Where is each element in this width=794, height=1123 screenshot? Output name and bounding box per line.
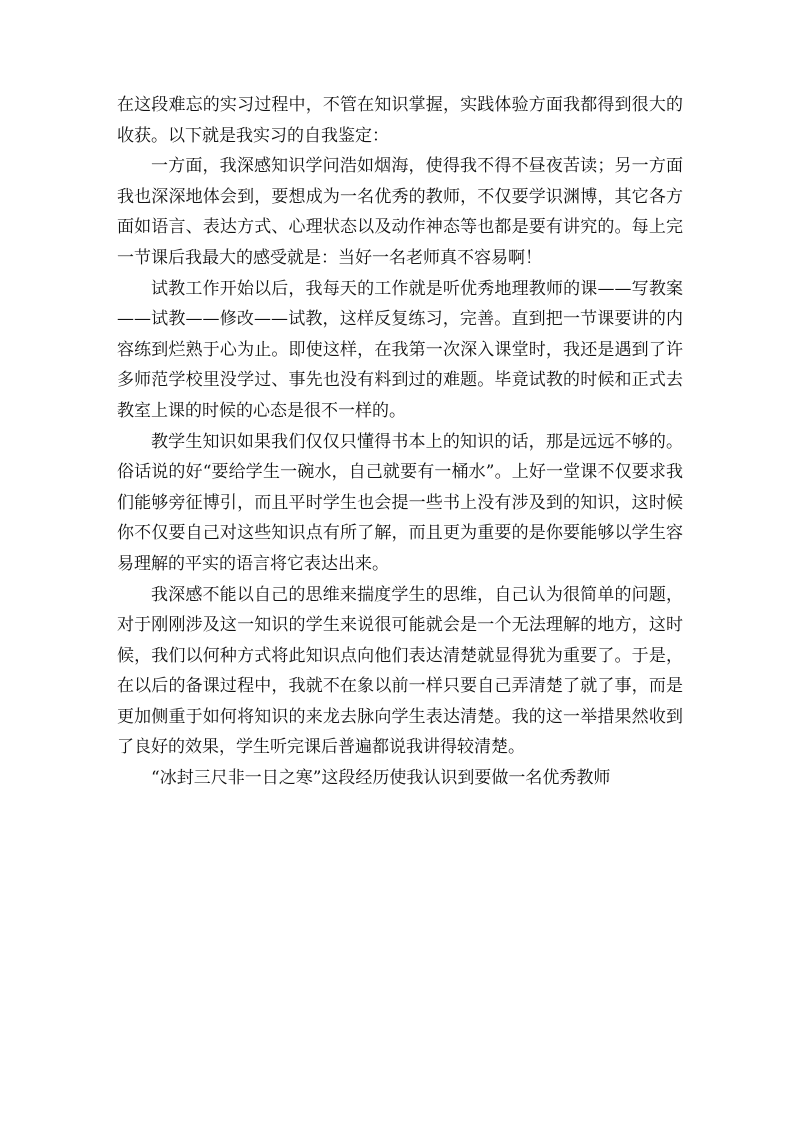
paragraph-closing: “冰封三尺非一日之寒”这段经历使我认识到要做一名优秀教师 xyxy=(151,768,611,789)
document-body xyxy=(117,90,683,794)
paragraph-trial-teaching: 试教工作开始以后，我每天的工作就是听优秀地理教师的课——写教案——试教——修改——试教，这样反复练习，完善。直到把一节课要讲的内容练到烂熟于心为止。即使这样，在我第一次深入课堂时，我还是遇到了许多师范学校里没学过、事先也没有料到过的难题。毕竟试教的时候和正式去教室上课的时候的心态是很不一样的。 xyxy=(117,278,683,421)
paragraph-teaching-knowledge: 教学生知识如果我们仅仅只懂得书本上的知识的话，那是远远不够的。俗话说的好“要给学生一碗水，自己就要有一桶水”。上好一堂课不仅要求我们能够旁征博引，而且平时学生也会提一些书上没有涉及到的知识，这时候你不仅要自己对这些知识点有所了解，而且更为重要的是你要能够以学生容易理解的平实的语言将它表达出来。 xyxy=(117,431,683,574)
paragraph-intro: 在这段难忘的实习过程中，不管在知识掌握，实践体验方面我都得到很大的收获。以下就是我实习的自我鉴定： xyxy=(117,95,683,146)
paragraph-knowledge: 一方面，我深感知识学问浩如烟海，使得我不得不昼夜苦读；另一方面我也深深地体会到，要想成为一名优秀的教师，不仅要学识渊博，其它各方面如语言、表达方式、心理状态以及动作神态等也都是要有讲究的。每上完一节课后我最大的感受就是：当好一名老师真不容易啊！ xyxy=(117,156,683,268)
paragraph-student-thinking: 我深感不能以自己的思维来揣度学生的思维，自己认为很简单的问题，对于刚刚涉及这一知识的学生来说很可能就会是一个无法理解的地方，这时候，我们以何种方式将此知识点向他们表达清楚就显得犹为重要了。于是，在以后的备课过程中，我就不在象以前一样只要自己弄清楚了就了事，而是更加侧重于如何将知识的来龙去脉向学生表达清楚。我的这一举措果然收到了良好的效果，学生听完课后普遍都说我讲得较清楚。 xyxy=(117,584,683,758)
